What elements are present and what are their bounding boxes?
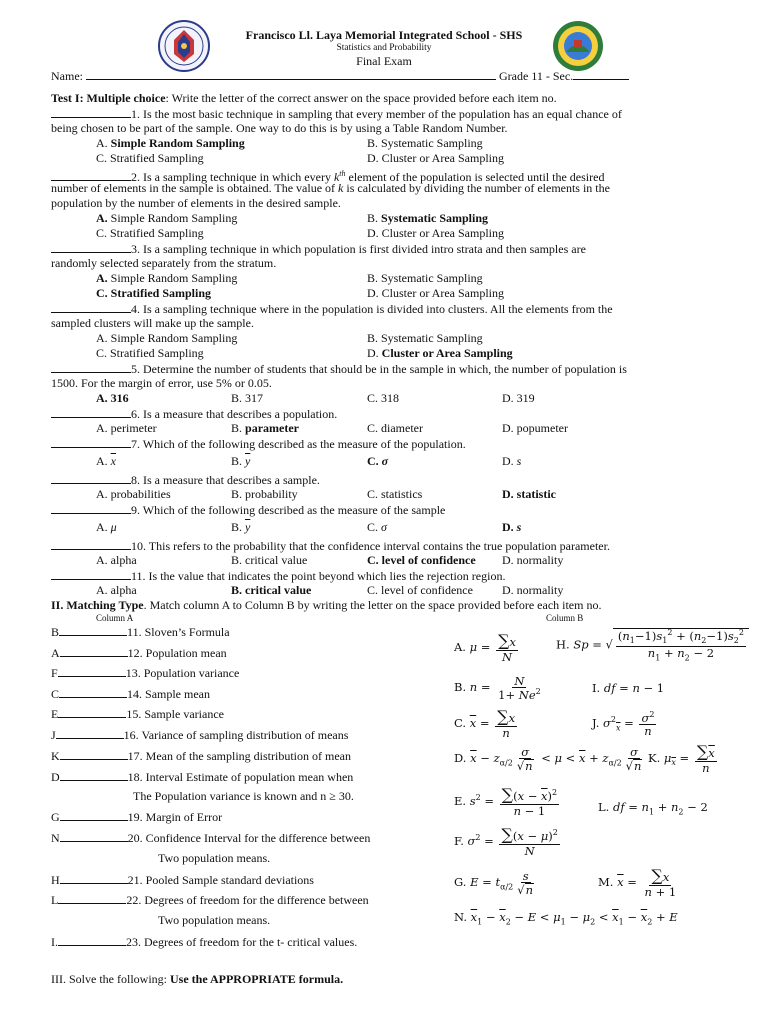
answer-blank-7[interactable] — [51, 437, 131, 448]
formula-k: K. $\mu_{\overline{x}}$ = $\frac{\sum\overline{x}}{n}$ — [648, 742, 715, 775]
question-text: 1. Is the most basic technique in sampling that every member of the population has an equal chance of — [131, 107, 622, 121]
question-text: 6. Is a measure that describes a population. — [131, 407, 338, 421]
matching-text: 21. Pooled Sample standard deviations — [127, 873, 314, 887]
formula-label: J. — [592, 715, 600, 730]
matching-item — [51, 687, 210, 701]
option-text: Stratified Sampling — [110, 286, 212, 300]
matching-text: 15. Sample variance — [126, 707, 224, 721]
option-letter: B. — [231, 520, 243, 534]
option-5c: C. 318 — [367, 391, 400, 405]
formula-b: B. n = $\frac{N}{1+ Ne^2}$ — [454, 674, 541, 702]
matching-item — [51, 770, 353, 784]
formula-label: D. — [454, 751, 467, 766]
option-text: parameter — [245, 421, 299, 435]
option-text: Cluster or Area Sampling — [381, 346, 513, 360]
formula-e: E. $s^2$ = $\frac{\sum(x - \overline{x})^2}{n - 1}$ — [454, 785, 558, 818]
option-5a: A. 316 — [96, 391, 129, 405]
option-9c — [367, 521, 387, 534]
formula-label: C. — [454, 715, 467, 730]
option-letter: B. — [231, 454, 243, 468]
option-3b: B. Systematic Sampling — [367, 271, 483, 285]
k-variable: k — [338, 181, 344, 195]
formula-label: F. — [454, 833, 464, 848]
answer-blank[interactable] — [58, 666, 126, 677]
formula-i: I. df = n − 1 — [592, 681, 665, 695]
question-2-cont — [51, 182, 610, 195]
exam-title: Final Exam — [356, 54, 412, 68]
test2-instruction: . Match column A to Column B by writing the letter on the space provided before each item no. — [143, 598, 602, 612]
test3-instruction: Use the APPROPRIATE formula. — [169, 972, 344, 986]
answer-blank[interactable] — [59, 625, 127, 636]
option-2a — [96, 212, 237, 225]
option-8a: A. probabilities — [96, 487, 171, 501]
item-22-cont: Two population means. — [158, 913, 271, 927]
option-5d: D. 319 — [502, 391, 535, 405]
question-3 — [51, 242, 586, 256]
answer-blank[interactable] — [59, 687, 127, 698]
column-a-header: Column A — [96, 613, 134, 623]
question-text: 3. Is a sampling technique in which population is first divided intro strata and then samples are — [131, 242, 586, 256]
matching-text: 19. Margin of Error — [127, 810, 223, 824]
option-letter: B. — [367, 211, 379, 225]
name-field[interactable] — [86, 69, 496, 80]
option-letter: C. — [367, 520, 379, 534]
answer-blank-9[interactable] — [51, 503, 131, 514]
answer-blank-5[interactable] — [51, 362, 131, 373]
option-7b — [231, 455, 250, 468]
option-6b — [231, 422, 299, 435]
question-text: 7. Which of the following described as the measure of the population. — [131, 437, 466, 451]
option-letter: A. — [96, 454, 108, 468]
name-label: Name: — [51, 69, 83, 83]
question-text: 11. Is the value that indicates the point beyond which lies the rejection region. — [131, 569, 506, 583]
school-name: Francisco Ll. Laya Memorial Integrated School - SHS — [245, 28, 523, 42]
x-bar-symbol: $\overline{x}$ — [110, 454, 116, 468]
answer-blank-8[interactable] — [51, 473, 131, 484]
option-4a: A. Simple Random Sampling — [96, 331, 238, 345]
matching-answer[interactable]: G — [51, 810, 60, 824]
test1-heading — [51, 92, 557, 105]
matching-answer[interactable]: H — [51, 873, 60, 887]
matching-text: 18. Interval Estimate of population mean when — [127, 770, 354, 784]
question-5 — [51, 362, 627, 376]
question-1-cont: being chosen to be part of the sample. One way to do this is by using a Table Random Number. — [51, 121, 508, 135]
answer-blank-11[interactable] — [51, 569, 131, 580]
option-4d — [367, 347, 513, 360]
option-3d: D. Cluster or Area Sampling — [367, 286, 504, 300]
answer-blank[interactable] — [60, 749, 128, 760]
matching-answer[interactable]: F — [51, 666, 58, 680]
option-7c — [367, 455, 388, 468]
answer-blank-1[interactable] — [51, 107, 131, 118]
option-10b: B. critical value — [231, 553, 308, 567]
matching-item — [51, 831, 370, 845]
matching-item — [51, 935, 357, 949]
question-1 — [51, 107, 622, 121]
option-1d: D. Cluster or Area Sampling — [367, 151, 504, 165]
subject-name: Statistics and Probability — [336, 43, 432, 53]
answer-blank[interactable] — [60, 770, 128, 781]
question-text: 5. Determine the number of students that should be in the sample in which, the number of population is — [131, 362, 627, 376]
option-2b — [367, 212, 488, 225]
formula-d: D. $\overline{x} - z_{\alpha/2}$ $\frac{\sigma}{√n}$ < $\mu < \overline{x} + z_{\alpha/2}$ $\frac{\sigma}{√n}$ — [454, 745, 642, 774]
matching-text: 17. Mean of the sampling distribution of mean — [127, 749, 351, 763]
option-text: Simple Random Sampling — [110, 211, 238, 225]
option-text: Simple Random Sampling — [110, 136, 245, 150]
matching-item — [51, 707, 224, 721]
matching-item — [51, 666, 239, 680]
option-6c: C. diameter — [367, 421, 423, 435]
answer-blank[interactable] — [58, 935, 126, 946]
question-text: 10. This refers to the probability that the confidence interval contains the true population parameter. — [131, 539, 610, 553]
formula-label: A. — [454, 639, 466, 654]
question-text: 2. Is a sampling technique in which every — [131, 170, 334, 184]
option-8b: B. probability — [231, 487, 298, 501]
option-letter: A. — [96, 136, 108, 150]
formula-label: I. — [592, 681, 601, 695]
option-letter: B. — [231, 421, 243, 435]
formula-c: C. $\overline{x}$ = $\frac{\sum x}{n}$ — [454, 707, 516, 740]
option-10d: D. normality — [502, 553, 564, 567]
formula-label: E. — [454, 793, 467, 808]
matching-item — [51, 728, 348, 742]
question-9 — [51, 503, 445, 517]
question-5-cont: 1500. For the margin of error, use 5% or 0.05. — [51, 376, 272, 390]
matching-answer[interactable]: N — [51, 831, 60, 845]
matching-text: 20. Confidence Interval for the difference between — [127, 831, 371, 845]
question-7 — [51, 437, 466, 451]
option-9d — [502, 521, 521, 534]
name-line — [51, 69, 629, 84]
answer-blank[interactable] — [60, 873, 128, 884]
option-1a — [96, 137, 245, 150]
option-letter: A. — [96, 520, 108, 534]
matching-item — [51, 646, 227, 660]
question-2-cont2: population by the number of elements in the desired sample. — [51, 196, 341, 210]
option-3c — [96, 287, 211, 300]
option-letter: D. — [367, 346, 379, 360]
s-symbol: s — [516, 454, 522, 468]
matching-text: 11. Sloven’s Formula — [127, 625, 230, 639]
option-2c: C. Stratified Sampling — [96, 226, 204, 240]
option-10c: C. level of confidence — [367, 553, 476, 567]
formula-label: K. — [648, 750, 661, 765]
option-11b: B. critical value — [231, 583, 312, 597]
s-symbol: s — [516, 520, 522, 534]
answer-blank[interactable] — [60, 810, 128, 821]
test3-heading — [51, 972, 343, 987]
matching-item — [51, 810, 222, 824]
formula-label: G. — [454, 875, 467, 890]
option-1c: C. Stratified Sampling — [96, 151, 204, 165]
k-variable: k — [333, 170, 340, 184]
option-2d: D. Cluster or Area Sampling — [367, 226, 504, 240]
mu-symbol: μ — [110, 520, 117, 534]
question-6 — [51, 407, 337, 421]
option-4b: B. Systematic Sampling — [367, 331, 483, 345]
option-11c: C. level of confidence — [367, 583, 473, 597]
formula-label: M. — [598, 874, 614, 889]
question-text: number of elements in the sample is obtained. The value of — [51, 181, 339, 195]
question-text: is calculated by dividing the number of elements in the — [343, 181, 610, 195]
option-letter: A. — [96, 271, 108, 285]
formula-l: L. df = $n_1 + n_2 - 2$ — [598, 800, 708, 817]
answer-blank-3[interactable] — [51, 242, 131, 253]
answer-blank-6[interactable] — [51, 407, 131, 418]
question-10 — [51, 539, 610, 553]
matching-text: 23. Degrees of freedom for the t- critical values. — [126, 935, 358, 949]
formula-g: G. $E = t_{\alpha/2}$ $\frac{s}{√n}$ — [454, 869, 534, 898]
section-field[interactable] — [573, 69, 629, 80]
formula-label: B. — [454, 679, 467, 694]
column-b-header: Column B — [546, 613, 584, 623]
answer-blank[interactable] — [56, 728, 124, 739]
formula-label: L. — [598, 800, 610, 814]
sigma-symbol: σ — [381, 454, 389, 468]
formula-label: H. — [556, 637, 570, 652]
matching-answer[interactable]: B — [51, 625, 60, 639]
matching-text: 22. Degrees of freedom for the difference between — [126, 893, 369, 907]
option-6d: D. popumeter — [502, 421, 568, 435]
grade-label: Grade 11 - Sec. — [499, 69, 574, 83]
y-bar-symbol: $\overline{y}$ — [245, 520, 251, 534]
question-text: 4. Is a sampling technique where in the population is divided into clusters. All the elements from the — [131, 302, 613, 316]
formula-j: J. $\sigma^2_{\overline{x}}$ = $\frac{\sigma^2}{n}$ — [592, 710, 655, 738]
matching-answer[interactable]: I. — [51, 935, 58, 949]
question-text: 9. Which of the following described as the measure of the sample — [131, 503, 446, 517]
matching-item — [51, 873, 314, 887]
matching-answer[interactable]: L — [51, 893, 59, 907]
formula-a: A. μ = $\frac{\sum x}{N}$ — [454, 631, 516, 664]
option-letter: D. — [502, 454, 514, 468]
item-18-cont: The Population variance is known and n ≥ 30. — [133, 789, 354, 803]
option-11d: D. normality — [502, 583, 564, 597]
matching-item — [51, 625, 230, 639]
answer-blank[interactable] — [60, 646, 128, 657]
formula-n: N. $\overline{x}_1 - \overline{x}_2 - E < \mu_1 - \mu_2 < \overline{x}_1 - \overline{x}_2 + E$ — [454, 910, 678, 927]
option-11a: A. alpha — [96, 583, 137, 597]
formula-label: N. — [454, 910, 467, 924]
answer-blank-2[interactable] — [51, 170, 131, 181]
answer-blank-10[interactable] — [51, 539, 131, 550]
option-text: Systematic Sampling — [381, 211, 489, 225]
matching-answer[interactable]: J — [51, 728, 56, 742]
test1-title: Test I: Multiple choice — [51, 91, 166, 105]
question-4-cont: sampled clusters will make up the sample. — [51, 316, 254, 330]
question-3-cont: randomly selected separately from the stratum. — [51, 256, 277, 270]
matching-item — [51, 893, 369, 907]
answer-blank[interactable] — [58, 893, 126, 904]
matching-answer[interactable]: K — [51, 749, 60, 763]
option-7a — [96, 455, 116, 468]
th-superscript: th — [339, 169, 346, 178]
formula-m: M. $\overline{x}$ = $\frac{\sum x}{n + 1}$ — [598, 866, 677, 899]
question-text: element of the population is selected until the desired — [345, 170, 605, 184]
test3-prefix: III. Solve the following: — [51, 972, 170, 986]
matching-text: 12. Population mean — [127, 646, 227, 660]
answer-blank[interactable] — [60, 831, 128, 842]
option-10a: A. alpha — [96, 553, 137, 567]
question-8 — [51, 473, 320, 487]
y-bar-symbol: $\overline{y}$ — [245, 454, 251, 468]
question-4 — [51, 302, 613, 316]
option-8c: C. statistics — [367, 487, 423, 501]
question-text: 8. Is a measure that describes a sample. — [131, 473, 320, 487]
matching-text: 14. Sample mean — [127, 687, 210, 701]
option-6a: A. perimeter — [96, 421, 157, 435]
option-5b: B. 317 — [231, 391, 264, 405]
option-letter: D. — [502, 520, 514, 534]
answer-blank-4[interactable] — [51, 302, 131, 313]
formula-h: H. Sp = √ $\frac{(n_1-1)s_1^2 + (n_2-1)s_2^2}{n_1 + n_2 - 2}$ — [556, 628, 749, 662]
item-20-cont: Two population means. — [158, 851, 271, 865]
matching-answer[interactable]: C — [51, 687, 60, 701]
option-3a — [96, 272, 237, 285]
matching-answer[interactable]: E — [51, 707, 59, 721]
question-11 — [51, 569, 505, 583]
option-8d: D. statistic — [502, 487, 556, 501]
formula-f: F. $\sigma^2$ = $\frac{\sum(x - \mu)^2}{N}$ — [454, 825, 558, 858]
option-9a — [96, 521, 117, 534]
option-text: Simple Random Sampling — [110, 271, 238, 285]
option-4c: C. Stratified Sampling — [96, 346, 204, 360]
matching-item — [51, 749, 351, 763]
matching-answer[interactable]: A — [51, 646, 60, 660]
option-1b: B. Systematic Sampling — [367, 136, 483, 150]
matching-answer[interactable]: D — [51, 770, 60, 784]
test2-heading — [51, 599, 601, 612]
test2-title: II. Matching Type — [51, 598, 144, 612]
answer-blank[interactable] — [58, 707, 126, 718]
option-letter: C. — [367, 454, 379, 468]
test1-instruction: : Write the letter of the correct answer on the space provided before each item no. — [165, 91, 557, 105]
option-letter: C. — [96, 286, 108, 300]
sigma-symbol: σ — [381, 520, 387, 534]
matching-text: 16. Variance of sampling distribution of means — [123, 728, 349, 742]
option-9b — [231, 521, 250, 534]
option-7d — [502, 455, 521, 468]
option-letter: A. — [96, 211, 108, 225]
matching-text: 13. Population variance — [125, 666, 240, 680]
